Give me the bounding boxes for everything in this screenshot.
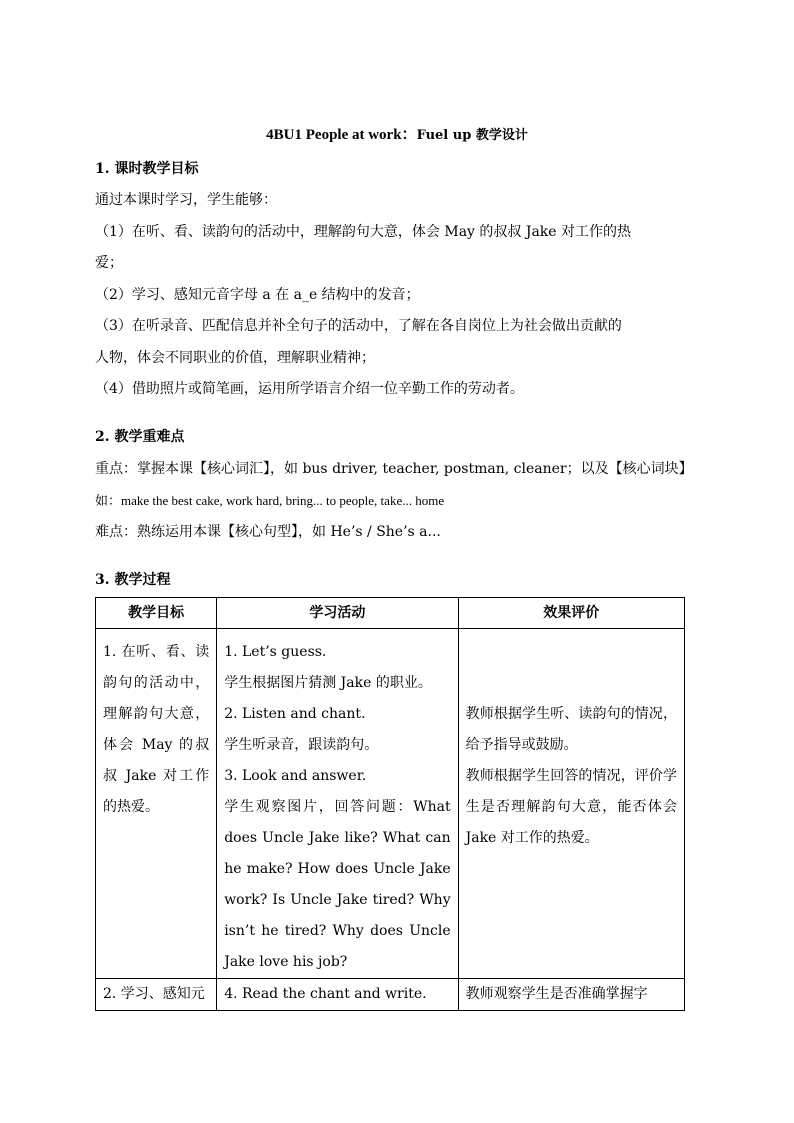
row2-activities-cell [217, 979, 458, 1011]
header-evaluation: 效果评价 [458, 598, 684, 629]
row1-activity-2: 学生根据图片猜测 Jake 的职业。 [224, 675, 432, 691]
section1-intro: 通过本课时学习，学生能够： [95, 192, 277, 208]
row2-goal: 2. 学习、感知元 [103, 986, 205, 1002]
row2-goal-cell [96, 979, 217, 1011]
goal1-line1: （1）在听、看、读韵句的活动中，理解韵句大意，体会 May 的叔叔 Jake 对工作的热 [95, 224, 632, 240]
page-title [0, 123, 794, 148]
goal4: （4）借助照片或简笔画，运用所学语言介绍一位辛勤工作的劳动者。 [95, 381, 524, 397]
row1-evaluation-2: 教师根据学生回答的情况，评价学生是否理解韵句大意，能否体会 Jake 对工作的热爱。 [465, 768, 677, 846]
row1-goal-cell [96, 629, 217, 979]
row2-evaluation-cell [458, 979, 684, 1011]
row1-activity-5: 3. Look and answer. [224, 768, 367, 784]
row1-activity-4: 学生听录音，跟读韵句。 [224, 737, 379, 753]
section3-heading: 3. 教学过程 [95, 572, 171, 588]
row1-activity-1: 1. Let’s guess. [224, 644, 327, 660]
row1-evaluation-1: 教师根据学生听、读韵句的情况，给予指导或鼓励。 [465, 706, 677, 753]
row1-activity-6: 学生观察图片，回答问题：What does Uncle Jake like? What can he make? How does Uncle Jake work? Is Uncle Jake tired? Why isn’t he tired? Why does Uncle Jake love his job? [224, 799, 451, 970]
goal1-line2: 爱； [95, 255, 123, 271]
table-row [96, 979, 685, 1011]
row1-activity-3: 2. Listen and chant. [224, 706, 366, 722]
row1-goal: 1. 在听、看、读韵句的活动中，理解韵句大意，体会 May 的叔叔 Jake 对工作的热爱。 [103, 644, 210, 815]
goal3-line1: （3）在听录音、匹配信息并补全句子的活动中，了解在各自岗位上为社会做出贡献的 [95, 318, 622, 334]
section1-heading: 1. 课时教学目标 [95, 161, 199, 177]
row2-activity-1: 4. Read the chant and write. [224, 986, 427, 1002]
table-header-row [96, 598, 685, 629]
row2-evaluation-1: 教师观察学生是否准确掌握字 [465, 986, 648, 1002]
process-table [95, 597, 685, 1011]
header-goal: 教学目标 [96, 598, 217, 629]
table-row [96, 629, 685, 979]
row1-activities-cell [217, 629, 458, 979]
section2-heading: 2. 教学重难点 [95, 429, 185, 445]
key-points-line1: 重点：掌握本课【核心词汇】，如 bus driver, teacher, postman, cleaner；以及【核心词块】 [95, 461, 693, 477]
header-activities: 学习活动 [217, 598, 458, 629]
key-points-line2: 如：make the best cake, work hard, bring... to people, take... home [95, 493, 445, 508]
goal3-line2: 人物，体会不同职业的价值，理解职业精神； [95, 350, 375, 366]
title-sub: Fuel up 教学设计 [416, 128, 528, 143]
row1-evaluation-cell [458, 629, 684, 979]
title-main: 4BU1 People at work： [266, 127, 417, 143]
difficult-points: 难点：熟练运用本课【核心句型】，如 He’s / She’s a... [95, 524, 441, 540]
goal2: （2）学习、感知元音字母 a 在 a_e 结构中的发音； [95, 287, 420, 303]
